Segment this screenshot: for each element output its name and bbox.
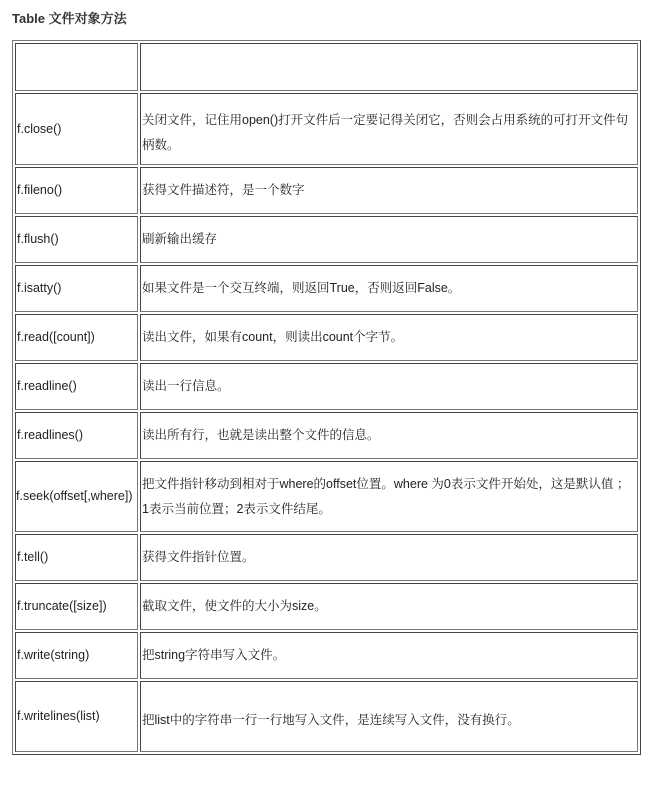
method-cell: f.fileno() [15,167,138,214]
method-cell: f.readline() [15,363,138,410]
description-cell: 如果文件是一个交互终端，则返回True，否则返回False。 [140,265,638,312]
method-cell: f.close() [15,93,138,165]
description-cell: 读出一行信息。 [140,363,638,410]
table-row [15,93,638,165]
table-row [15,681,638,752]
header-cell-method [15,43,138,91]
file-methods-table [12,40,641,755]
table-row [15,583,638,630]
method-cell: f.truncate([size]) [15,583,138,630]
description-cell: 读出所有行，也就是读出整个文件的信息。 [140,412,638,459]
method-cell: f.write(string) [15,632,138,679]
description-cell: 把文件指针移动到相对于where的offset位置。where 为0表示文件开始处，这是默认值 ；1表示当前位置；2表示文件结尾。 [140,461,638,532]
method-cell: f.read([count]) [15,314,138,361]
table-caption: Table 文件对象方法 [12,11,127,26]
table-row [15,363,638,410]
header-cell-description [140,43,638,91]
description-cell: 把list中的字符串一行一行地写入文件，是连续写入文件，没有换行。 [140,681,638,752]
table-row [15,412,638,459]
method-cell: f.tell() [15,534,138,581]
table-row [15,534,638,581]
table-row [15,632,638,679]
description-cell: 刷新输出缓存 [140,216,638,263]
table-row [15,265,638,312]
method-cell: f.seek(offset[,where]) [15,461,138,532]
description-cell: 截取文件，使文件的大小为size。 [140,583,638,630]
description-cell: 关闭文件，记住用open()打开文件后一定要记得关闭它，否则会占用系统的可打开文件句柄数。 [140,93,638,165]
method-cell: f.writelines(list) [15,681,138,752]
table-row [15,216,638,263]
table-row [15,314,638,361]
method-cell: f.readlines() [15,412,138,459]
method-cell: f.isatty() [15,265,138,312]
method-cell: f.flush() [15,216,138,263]
description-cell: 读出文件，如果有count，则读出count个字节。 [140,314,638,361]
description-cell: 获得文件描述符，是一个数字 [140,167,638,214]
table-header-row [15,43,638,91]
table-row [15,167,638,214]
description-cell: 获得文件指针位置。 [140,534,638,581]
description-cell: 把string字符串写入文件。 [140,632,638,679]
table-row [15,461,638,532]
